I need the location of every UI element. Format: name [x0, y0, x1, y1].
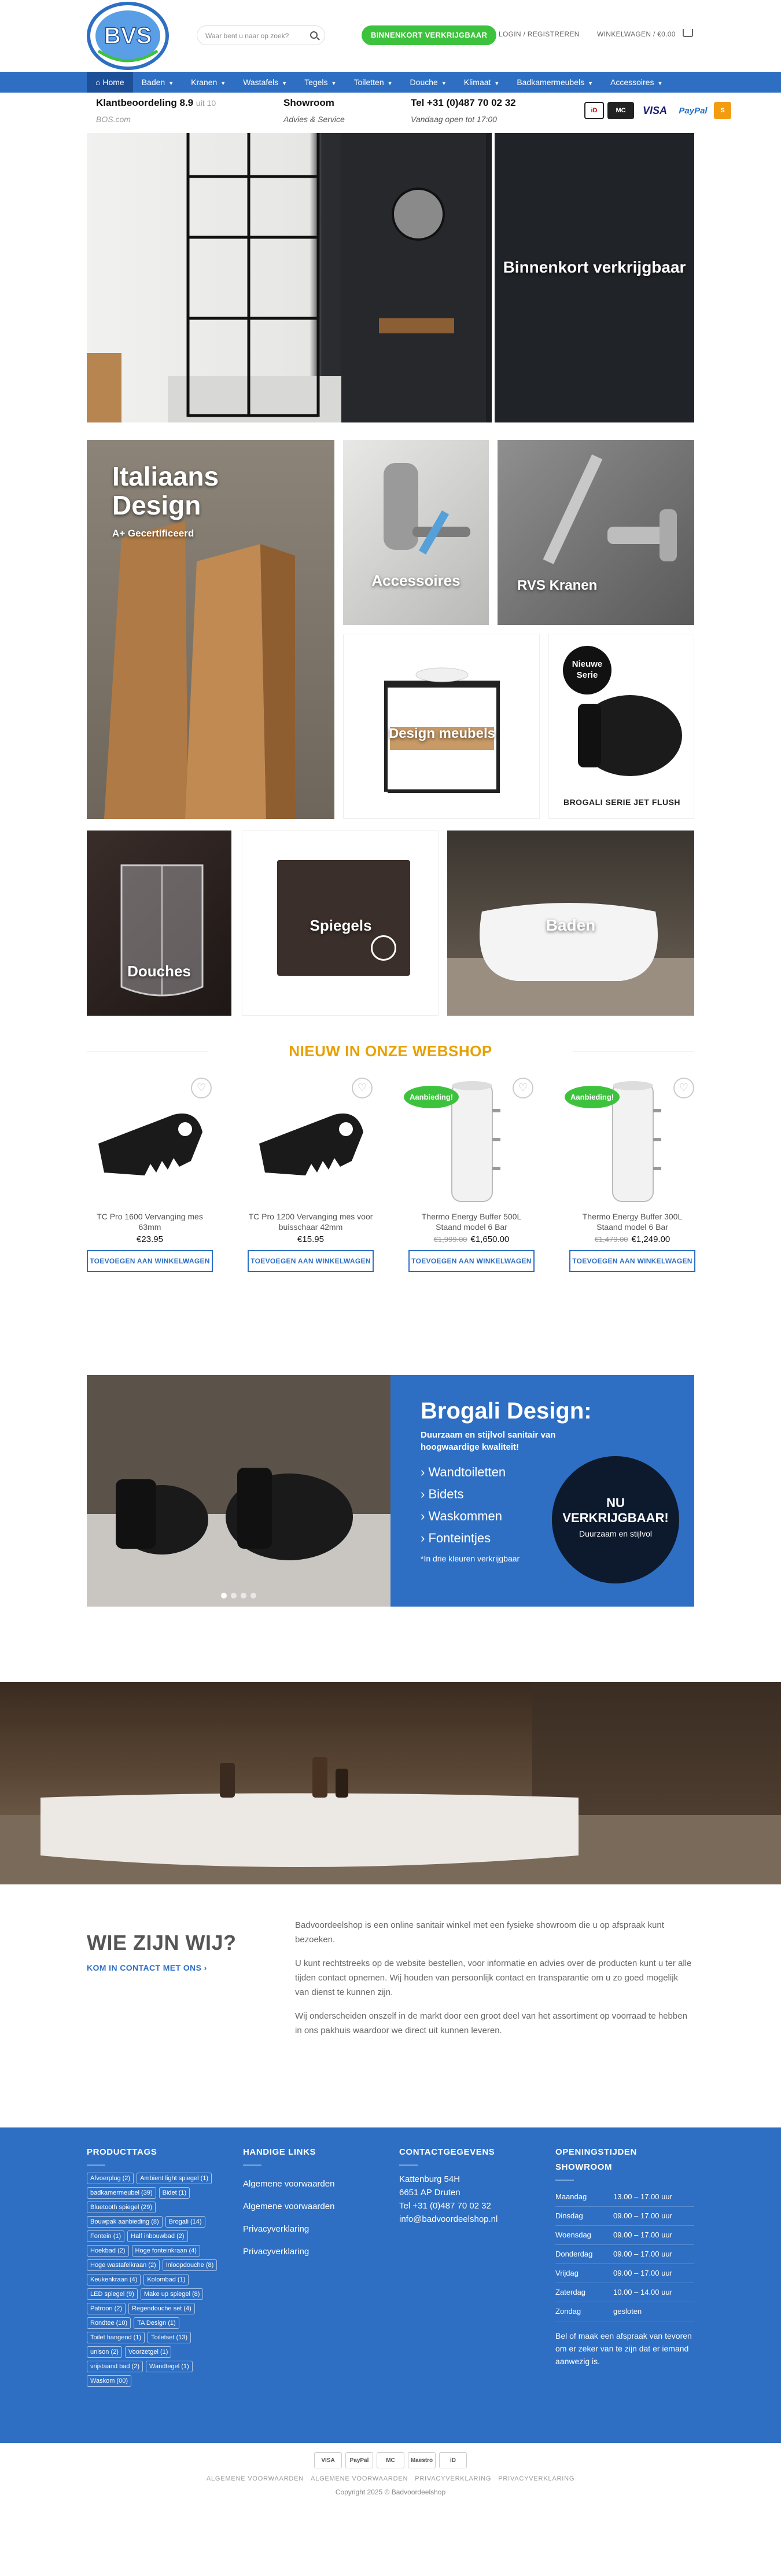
product-price: [408, 1234, 535, 1244]
nav-label: Klimaat: [463, 78, 491, 87]
product-tag[interactable]: Voorzetgel (1): [125, 2346, 171, 2358]
product-tag[interactable]: Hoge wastafelkraan (2): [87, 2259, 160, 2271]
nav-label: Home: [102, 78, 124, 87]
hours-day: Vrijdag: [555, 2269, 579, 2277]
product-list: [87, 1074, 694, 1317]
current-price: €23.95: [137, 1234, 163, 1244]
product-tag[interactable]: Toiletset (13): [148, 2332, 191, 2343]
phone-label[interactable]: Tel +31 (0)487 70 02 32: [411, 97, 516, 108]
brogali-sub: Duurzaam en stijlvol sanitair van hoogwaardige kwaliteit!: [421, 1430, 556, 1452]
brogali-list-item: › Waskommen: [421, 1505, 664, 1527]
showroom-sub: Advies & Service: [283, 115, 345, 124]
coming-soon-button[interactable]: BINNENKORT VERKRIJGBAAR: [362, 25, 496, 45]
search-input[interactable]: [197, 25, 325, 45]
brogali-list-item: › Wandtoiletten: [421, 1461, 664, 1483]
hours-time: 09.00 – 17.00 uur: [613, 2230, 672, 2239]
design-meubels-label: Design meubels: [388, 726, 496, 741]
shower-cabin-illustration: [87, 831, 231, 1016]
add-to-cart-button[interactable]: TOEVOEGEN AAN WINKELWAGEN: [408, 1250, 535, 1272]
about-paragraph-1: Badvoordeelshop is een online sanitair winkel met een fysieke showroom die u op afspraak kunt bezoeken.: [295, 1920, 664, 1945]
product-image[interactable]: [248, 1074, 374, 1204]
current-price: €1,650.00: [470, 1234, 510, 1244]
product-tag[interactable]: Make up spiegel (8): [141, 2288, 204, 2300]
footer-link[interactable]: Algemene voorwaarden: [243, 2179, 335, 2189]
category-grid-2: [87, 831, 694, 1016]
current-price: €1,249.00: [631, 1234, 671, 1244]
hours-time: 09.00 – 17.00 uur: [613, 2250, 672, 2258]
hours-day: Dinsdag: [555, 2211, 583, 2220]
product-image[interactable]: [569, 1074, 695, 1204]
hours-time: 09.00 – 17.00 uur: [613, 2211, 672, 2220]
product-tag[interactable]: Patroon (2): [87, 2303, 126, 2314]
product-tag[interactable]: Afvoerplug (2): [87, 2173, 134, 2184]
add-to-cart-button[interactable]: TOEVOEGEN AAN WINKELWAGEN: [569, 1250, 695, 1272]
product-tag[interactable]: Kolombad (1): [143, 2274, 189, 2285]
nav-label: Baden: [141, 78, 165, 87]
available-now-badge[interactable]: [552, 1456, 679, 1583]
nav-item-wastafels[interactable]: [234, 72, 296, 93]
nav-item-tegels[interactable]: [296, 72, 345, 93]
footer-link[interactable]: Privacyverklaring: [243, 2247, 310, 2257]
brogali-list-item: › Bidets: [421, 1483, 664, 1505]
wishlist-heart-icon[interactable]: ♡: [673, 1078, 694, 1098]
bvs-logo[interactable]: [87, 1, 169, 71]
hours-time: gesloten: [613, 2307, 642, 2316]
product-tag[interactable]: Waskom (00): [87, 2375, 131, 2387]
search-placeholder: Waar bent u naar op zoek?: [205, 32, 289, 40]
chevron-down-icon: ▼: [168, 80, 174, 86]
product-card[interactable]: [408, 1074, 535, 1272]
tile-design-meubels[interactable]: [343, 634, 540, 819]
cart-icon[interactable]: [683, 29, 693, 37]
hours-time: 13.00 – 17.00 uur: [613, 2192, 672, 2201]
payment-card-icon: Maestro: [408, 2452, 436, 2468]
showroom-label: Showroom: [283, 97, 334, 108]
product-tag[interactable]: Bidet (1): [159, 2187, 190, 2199]
login-link[interactable]: LOGIN / REGISTREREN: [499, 30, 580, 38]
hours-note: Bel of maak een afspraak van tevoren om er zeker van te zijn dat er iemand aanwezig is.: [555, 2331, 692, 2366]
product-tag[interactable]: Bluetooth spiegel (29): [87, 2202, 156, 2213]
product-name[interactable]: TC Pro 1200 Vervanging mes voor buisschaar 42mm: [248, 1212, 373, 1232]
new-products-title: NIEUW IN ONZE WEBSHOP: [87, 1042, 694, 1060]
nav-item-klimaat[interactable]: [455, 72, 509, 93]
rating-source[interactable]: BOS.com: [96, 115, 131, 124]
footer-link[interactable]: Algemene voorwaarden: [243, 2202, 335, 2211]
product-tag[interactable]: Wandtegel (1): [146, 2361, 193, 2372]
contact-line[interactable]: info@badvoordeelshop.nl: [399, 2214, 498, 2224]
tile-spiegels[interactable]: [242, 831, 439, 1016]
payment-cards: [0, 2452, 781, 2468]
product-tag[interactable]: Half inbouwbad (2): [127, 2230, 187, 2242]
product-tag[interactable]: Keukenkraan (4): [87, 2274, 141, 2285]
chevron-down-icon: ▼: [657, 80, 663, 86]
tile-italiaans-design[interactable]: [87, 440, 334, 819]
chevron-down-icon: ▼: [282, 80, 288, 86]
hours-day: Zaterdag: [555, 2288, 586, 2296]
bottom-link[interactable]: ALGEMENE VOORWAARDEN: [206, 2475, 304, 2482]
current-price: €15.95: [297, 1234, 324, 1244]
product-tag[interactable]: unison (2): [87, 2346, 122, 2358]
brogali-list-item: › Fonteintjes: [421, 1527, 664, 1549]
italian-design-sub: A+ Gecertificeerd: [112, 528, 194, 539]
rating-suffix: uit 10: [196, 98, 216, 108]
nav-item-baden[interactable]: [133, 72, 182, 93]
bottom-links: [0, 2475, 781, 2482]
wishlist-heart-icon[interactable]: ♡: [352, 1078, 373, 1098]
hours-row: [555, 2226, 694, 2245]
contact-line: Kattenburg 54H: [399, 2174, 461, 2184]
product-name[interactable]: TC Pro 1600 Vervanging mes 63mm: [97, 1212, 203, 1232]
nav-label: Toiletten: [353, 78, 384, 87]
nav-item-douche[interactable]: [401, 72, 455, 93]
contact-us-link[interactable]: KOM IN CONTACT MET ONS ›: [87, 1963, 207, 1972]
nav-item-toiletten[interactable]: [345, 72, 401, 93]
product-card[interactable]: [87, 1074, 213, 1272]
contact-line: 6651 AP Druten: [399, 2188, 461, 2197]
links-title: HANDIGE LINKS: [243, 2147, 316, 2157]
bathroom-banner: [0, 1682, 781, 1884]
nav-item-home[interactable]: [87, 72, 133, 93]
hours-day: Maandag: [555, 2192, 587, 2201]
home-icon: ⌂: [95, 78, 103, 87]
product-card[interactable]: [569, 1074, 695, 1272]
trust-bar: [87, 93, 725, 130]
tile-rvs-kranen[interactable]: [498, 440, 694, 625]
nav-item-badkamermeubels[interactable]: [508, 72, 602, 93]
available-now-title: NU VERKRIJGBAAR!: [562, 1495, 669, 1525]
italian-design-title: Italiaans Design: [112, 461, 219, 520]
mastercard-icon: MC: [607, 102, 634, 119]
shower-illustration: [87, 133, 492, 422]
hours-row: [555, 2245, 694, 2264]
payment-card-icon: PayPal: [345, 2452, 373, 2468]
old-price: €1,479.00: [594, 1235, 628, 1244]
chevron-down-icon: ▼: [494, 80, 500, 86]
hours-row: [555, 2188, 694, 2207]
product-card[interactable]: [248, 1074, 374, 1272]
sale-badge: Aanbieding!: [565, 1086, 620, 1108]
nav-label: Accessoires: [610, 78, 654, 87]
paypal-icon: PayPal: [676, 102, 710, 119]
brogali-image: [87, 1375, 390, 1607]
chevron-down-icon: ▼: [441, 80, 447, 86]
tile-douches[interactable]: [87, 831, 231, 1016]
brogali-title: Brogali Design:: [421, 1398, 592, 1424]
slider-dots[interactable]: [87, 1593, 390, 1598]
baden-label: Baden: [546, 916, 596, 934]
nav-label: Wastafels: [243, 78, 279, 87]
wishlist-heart-icon[interactable]: ♡: [513, 1078, 533, 1098]
mirror-light-ring: [371, 935, 396, 961]
hours-day: Zondag: [555, 2307, 581, 2316]
main-nav: [0, 72, 781, 93]
hours-row: [555, 2283, 694, 2302]
bottom-link[interactable]: PRIVACYVERKLARING: [415, 2475, 492, 2482]
hero-banner[interactable]: [87, 133, 694, 422]
douches-label: Douches: [127, 962, 191, 980]
product-tag[interactable]: Hoekbad (2): [87, 2245, 129, 2257]
copyright: Copyright 2025 © Badvoordeelshop: [335, 2488, 446, 2496]
bath-scene-illustration: [0, 1682, 781, 1884]
brogali-flush-label: BROGALI SERIE JET FLUSH: [563, 798, 681, 807]
nav-label: Kranen: [191, 78, 218, 87]
nav-label: Tegels: [304, 78, 328, 87]
faucet-illustration: [498, 440, 694, 625]
hours-row: [555, 2264, 694, 2283]
product-name[interactable]: Thermo Energy Buffer 500L Staand model 6 Bar: [421, 1212, 522, 1232]
search-icon[interactable]: [310, 31, 318, 39]
rating-label: Klantbeoordeling 8.9: [96, 97, 194, 108]
product-tag[interactable]: Fontein (1): [87, 2230, 124, 2242]
product-tag[interactable]: Hoge fonteinkraan (4): [132, 2245, 200, 2257]
category-grid: [87, 440, 694, 819]
hours-day: Woensdag: [555, 2230, 591, 2239]
coming-soon-tile[interactable]: [495, 133, 694, 422]
bottom-link[interactable]: ALGEMENE VOORWAARDEN: [311, 2475, 408, 2482]
hours-time: 10.00 – 14.00 uur: [613, 2288, 672, 2296]
brogali-toilets-illustration: [87, 1375, 390, 1607]
product-price: [569, 1234, 695, 1244]
site-header: [87, 0, 694, 72]
product-image[interactable]: [408, 1074, 535, 1204]
phone-sub: Vandaag open tot 17:00: [411, 115, 497, 124]
brogali-slider[interactable]: [87, 1375, 694, 1607]
available-now-sub: Duurzaam en stijlvol: [579, 1529, 653, 1538]
tags-title: PRODUCTTAGS: [87, 2147, 157, 2157]
contact-title: CONTACTGEGEVENS: [399, 2147, 495, 2157]
tile-accessoires[interactable]: [343, 440, 489, 625]
ideal-icon: iD: [584, 102, 604, 119]
cart-link[interactable]: WINKELWAGEN / €0.00: [597, 30, 676, 38]
payment-card-icon: iD: [439, 2452, 467, 2468]
old-price: €1,999.00: [433, 1235, 467, 1244]
nav-label: Douche: [410, 78, 438, 87]
tag-cloud: [87, 2173, 226, 2387]
product-price: [248, 1234, 374, 1244]
product-tag[interactable]: Ambient light spiegel (1): [137, 2173, 212, 2184]
payment-card-icon: VISA: [314, 2452, 342, 2468]
product-name[interactable]: Thermo Energy Buffer 300L Staand model 6 Bar: [582, 1212, 683, 1232]
product-tag[interactable]: TA Design (1): [134, 2317, 179, 2329]
product-tag[interactable]: vrijstaand bad (2): [87, 2361, 143, 2372]
hero-image: [87, 133, 492, 422]
product-tag[interactable]: badkamermeubel (39): [87, 2187, 156, 2199]
accessory-illustration: [343, 440, 489, 625]
visa-icon: VISA: [638, 102, 672, 119]
footer-link[interactable]: Privacyverklaring: [243, 2224, 310, 2234]
product-image[interactable]: [87, 1074, 213, 1204]
sale-badge: Aanbieding!: [404, 1086, 459, 1108]
bottom-bar: [0, 2443, 781, 2518]
footer: [0, 2127, 781, 2443]
product-tag[interactable]: Brogali (14): [165, 2216, 205, 2228]
accessoires-label: Accessoires: [371, 572, 461, 589]
spiegels-label: Spiegels: [310, 917, 372, 934]
payment-card-icon: MC: [377, 2452, 404, 2468]
hours-row: [555, 2207, 694, 2226]
coming-soon-label: Binnenkort verkrijgbaar: [503, 258, 686, 276]
product-tag[interactable]: Inloopdouche (8): [163, 2259, 218, 2271]
nav-label: Badkamermeubels: [517, 78, 585, 87]
nav-item-accessoires[interactable]: [602, 72, 671, 93]
product-tag[interactable]: Toilet hangend (1): [87, 2332, 145, 2343]
product-tag[interactable]: Rondtee (10): [87, 2317, 131, 2329]
hours-title: OPENINGSTIJDEN SHOWROOM: [555, 2147, 637, 2172]
hours-day: Donderdag: [555, 2250, 593, 2258]
product-price: [87, 1234, 213, 1244]
brogali-text: [390, 1375, 694, 1607]
wishlist-heart-icon[interactable]: ♡: [191, 1078, 212, 1098]
product-tag[interactable]: Bouwpak aanbieding (8): [87, 2216, 163, 2228]
product-tag[interactable]: LED spiegel (9): [87, 2288, 138, 2300]
nav-item-kranen[interactable]: [182, 72, 234, 93]
hours-time: 09.00 – 17.00 uur: [613, 2269, 672, 2277]
contact-line[interactable]: Tel +31 (0)487 70 02 32: [399, 2201, 491, 2211]
payment-icons: [584, 102, 731, 119]
product-tag[interactable]: Regendouche set (4): [128, 2303, 195, 2314]
add-to-cart-button[interactable]: TOEVOEGEN AAN WINKELWAGEN: [87, 1250, 213, 1272]
new-series-badge: Nieuwe Serie: [563, 646, 611, 694]
chevron-down-icon: ▼: [588, 80, 593, 86]
tile-baden[interactable]: [447, 831, 694, 1016]
rvs-kranen-label: RVS Kranen: [517, 578, 598, 593]
hours-row: [555, 2302, 694, 2321]
svg-text:BVS: BVS: [104, 23, 152, 49]
tile-brogali-jet-flush[interactable]: [548, 634, 694, 819]
about-paragraph-2: U kunt rechtstreeks op de website bestellen, voor informatie en advies over de producten kunt u ter alle tijden contact opnemen. Wij houden van persoonlijk contact en transparantie om u zo goed mogelijk van dienst te kunnen zijn.: [295, 1958, 692, 1997]
chevron-down-icon: ▼: [387, 80, 393, 86]
brogali-note: *In drie kleuren verkrijgbaar: [421, 1554, 520, 1563]
about-title: WIE ZIJN WIJ?: [87, 1931, 237, 1954]
chevron-down-icon: ▼: [220, 80, 226, 86]
sofort-icon: S: [714, 102, 731, 119]
about-paragraph-3: Wij onderscheiden onszelf in de markt door een groot deel van het assortiment op voorraad te hebben in ons pakhuis waardoor we direct uit kunnen leveren.: [295, 2011, 687, 2035]
about-section: [87, 1884, 694, 2127]
add-to-cart-button[interactable]: TOEVOEGEN AAN WINKELWAGEN: [248, 1250, 374, 1272]
bottom-link[interactable]: PRIVACYVERKLARING: [498, 2475, 575, 2482]
chevron-down-icon: ▼: [331, 80, 337, 86]
